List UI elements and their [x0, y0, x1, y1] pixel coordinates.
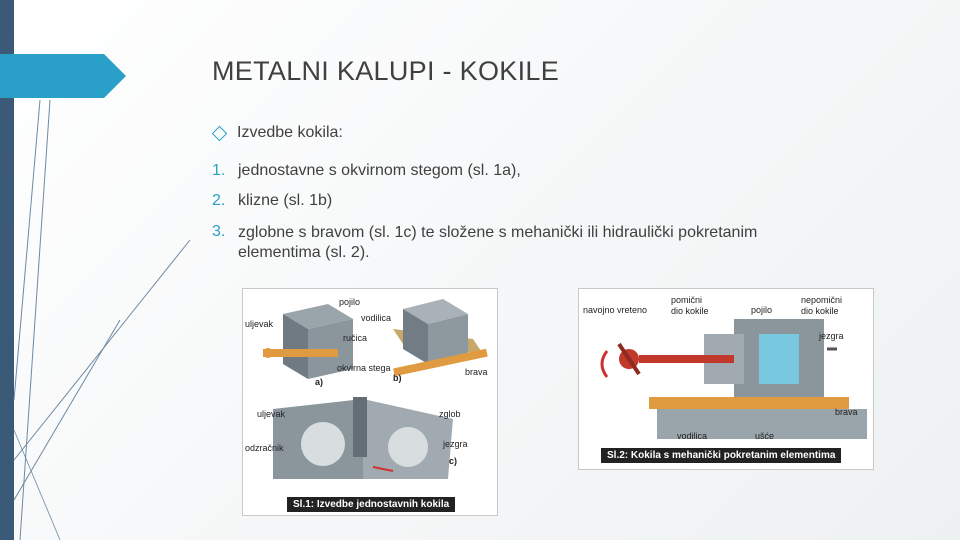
figure-1-caption: Sl.1: Izvedbe jednostavnih kokila	[287, 497, 455, 512]
title-accent-tab	[0, 54, 126, 98]
list-number: 3.	[212, 223, 226, 240]
label-okvirna-stega: okvirna stega	[337, 363, 391, 373]
label-brava-2: brava	[835, 407, 858, 417]
label-pojilo: pojilo	[339, 297, 361, 307]
label-dio-kokile-2: dio kokile	[801, 306, 839, 316]
list-text: jednostavne s okvirnom stegom (sl. 1a),	[238, 162, 521, 179]
label-brava: brava	[465, 367, 488, 377]
list-number: 1.	[212, 162, 226, 179]
label-jezgra-2: jezgra	[819, 331, 844, 341]
label-rucica: ručica	[343, 333, 368, 343]
list-item	[212, 223, 757, 263]
label-uljevak-a: uljevak	[245, 319, 274, 329]
label-pomicni: pomični	[671, 295, 703, 305]
list-text-continued: elementima (sl. 2).	[238, 244, 370, 261]
label-jezgra: jezgra	[443, 439, 468, 449]
label-usce: ušće	[755, 431, 775, 441]
slide-title: METALNI KALUPI - KOKILE	[212, 56, 559, 86]
label-vodilica-2: vodilica	[677, 431, 708, 441]
label-vodilica: vodilica	[361, 313, 392, 323]
label-a: a)	[315, 377, 324, 387]
list-number: 2.	[212, 192, 226, 209]
label-navojno-vreteno: navojno vreteno	[583, 305, 648, 315]
list-item	[212, 192, 332, 210]
diamond-bullet-icon	[212, 125, 228, 141]
label-pojilo-2: pojilo	[751, 305, 773, 315]
figure-2-image	[578, 288, 874, 470]
label-dio-kokile: dio kokile	[671, 306, 709, 316]
list-text: klizne (sl. 1b)	[238, 192, 333, 209]
bullet-intro	[214, 124, 343, 142]
label-nepomicni: nepomični	[801, 295, 843, 305]
list-item	[212, 162, 521, 180]
label-uljevak-c: uljevak	[257, 409, 286, 419]
list-text: zglobne s bravom (sl. 1c) te složene s mehanički ili hidraulički pokretanim	[238, 224, 758, 241]
label-zglob: zglob	[439, 409, 461, 419]
label-b: b)	[393, 373, 402, 383]
label-c: c)	[449, 456, 458, 466]
label-odzracnik: odzračnik	[245, 443, 284, 453]
figure-2-caption: Sl.2: Kokila s mehanički pokretanim elementima	[601, 448, 841, 463]
figure-1-image	[242, 288, 498, 516]
bullet-text: Izvedbe kokila:	[237, 124, 343, 141]
